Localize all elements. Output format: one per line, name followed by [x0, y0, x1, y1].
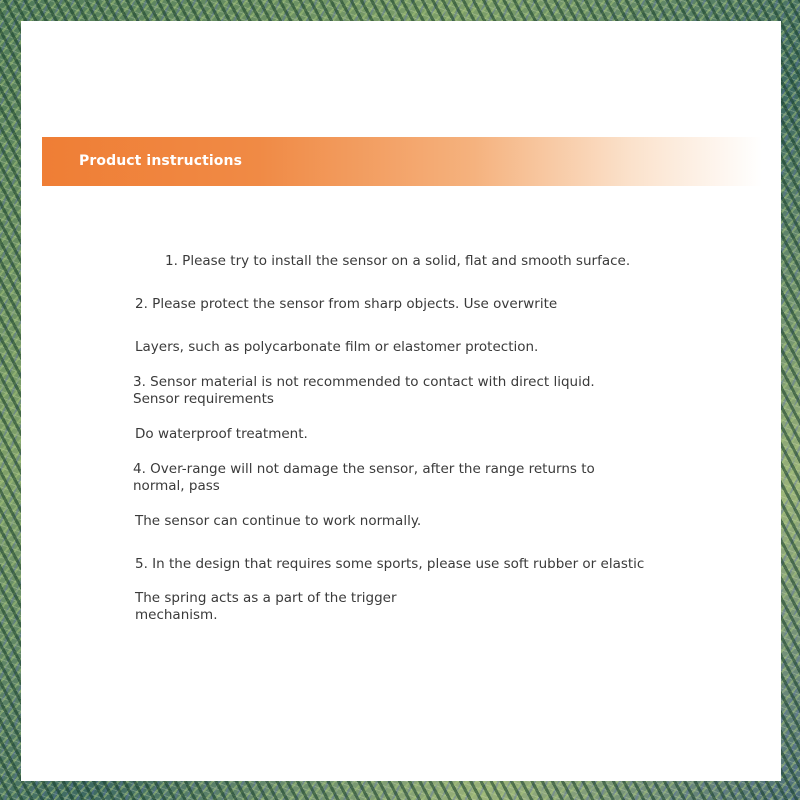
instruction-line: mechanism.: [135, 607, 218, 623]
header-banner: [42, 137, 762, 186]
instruction-line: Sensor requirements: [133, 391, 274, 407]
instruction-line: The sensor can continue to work normally.: [135, 513, 422, 529]
instruction-line: Layers, such as polycarbonate film or elastomer protection.: [135, 339, 539, 355]
instruction-line: 5. In the design that requires some sports, please use soft rubber or elastic: [135, 556, 645, 572]
instruction-line: normal, pass: [133, 478, 220, 494]
instruction-line: 1. Please try to install the sensor on a solid, flat and smooth surface.: [165, 253, 631, 269]
instruction-line: Do waterproof treatment.: [135, 426, 308, 442]
banner-title: Product instructions: [79, 153, 243, 169]
instruction-line: 3. Sensor material is not recommended to contact with direct liquid.: [133, 374, 595, 390]
instruction-line: 4. Over-range will not damage the sensor, after the range returns to: [133, 461, 595, 477]
document-card: [21, 21, 781, 781]
instruction-line: 2. Please protect the sensor from sharp objects. Use overwrite: [135, 296, 558, 312]
instruction-line: The spring acts as a part of the trigger: [135, 590, 397, 606]
